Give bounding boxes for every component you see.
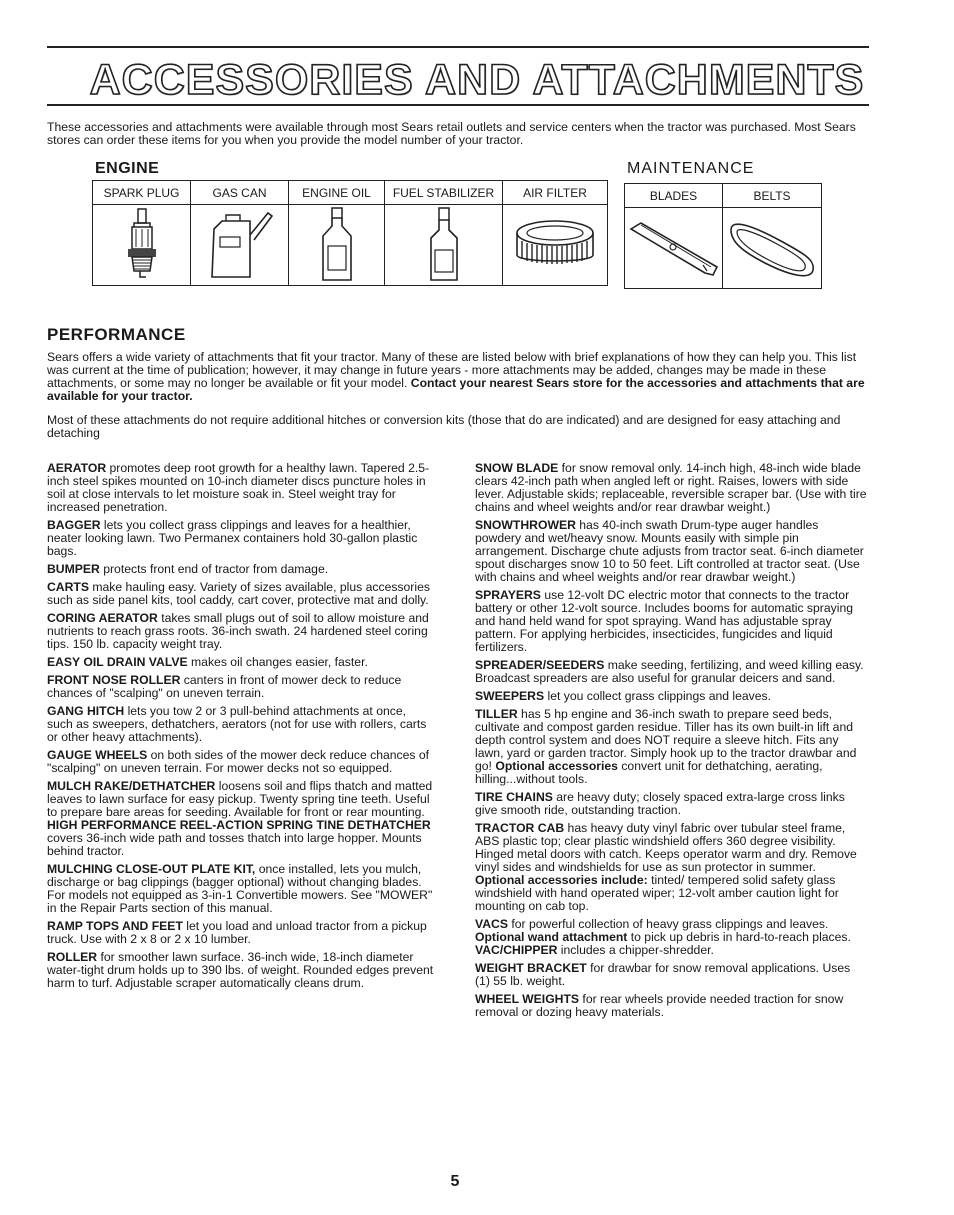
gas-can-icon bbox=[200, 207, 280, 283]
entry-term: SPRAYERS bbox=[475, 588, 541, 602]
entry-term: AERATOR bbox=[47, 461, 107, 475]
header-rule-bottom bbox=[47, 104, 869, 106]
entry-text: make seeding, fertilizing, and weed killing easy. Broadcast spreaders are also useful for granular deicers and sand. bbox=[475, 658, 864, 685]
entry-text: protects front end of tractor from damage. bbox=[99, 562, 329, 576]
entry-term: SPREADER/SEEDERS bbox=[475, 658, 605, 672]
spark-plug-cell bbox=[93, 205, 191, 285]
page-title: ACCESSORIES AND ATTACHMENTS bbox=[89, 56, 865, 104]
entry-ramp-tops-and-feet bbox=[47, 920, 434, 946]
entry-text: let you collect grass clippings and leaves. bbox=[544, 689, 772, 703]
entry-term: BUMPER bbox=[47, 562, 100, 576]
entry-tiller bbox=[475, 708, 867, 786]
fuel-stabilizer-cell bbox=[385, 205, 503, 285]
performance-heading: PERFORMANCE bbox=[47, 325, 186, 344]
performance-paragraph-1-bold: Contact your nearest Sears store for the accessories and attachments that are available for your tractor. bbox=[47, 376, 865, 403]
air-filter-icon bbox=[510, 213, 600, 277]
gas-can-cell bbox=[191, 205, 289, 285]
engine-picture-row bbox=[93, 205, 607, 285]
entry-term: CARTS bbox=[47, 580, 89, 594]
entry-text: lets you tow 2 or 3 pull-behind attachments at once, such as sweepers, dethatchers, aerators (not for use with rollers, carts or other heavy attachments). bbox=[47, 704, 427, 744]
entry-text: takes small plugs out of soil to allow moisture and nutrients to reach grass roots. 36-inch swath. 24 hardened steel coring tips. 150 lb. capacity weight tray. bbox=[47, 611, 429, 651]
entry-snow-blade bbox=[475, 462, 867, 514]
performance-paragraph-1 bbox=[47, 351, 869, 403]
entry-text: loosens soil and flips thatch and matted leaves to lawn surface for easy pickup. Twenty spring tine teeth. Useful to prepare bare areas for seeding. Available for front or rear mounting. bbox=[47, 779, 433, 819]
entry-mulching-close-out-plate-kit bbox=[47, 863, 434, 915]
entry-roller bbox=[47, 951, 434, 990]
engine-table bbox=[92, 180, 608, 286]
right-column bbox=[475, 462, 867, 1024]
entry-term: FRONT NOSE ROLLER bbox=[47, 673, 181, 687]
entry-term: TIRE CHAINS bbox=[475, 790, 553, 804]
entry-text: tinted/ tempered solid safety glass windshield with hand operated wiper; 12-volt amber caution light for mounting on cab top. bbox=[475, 873, 839, 913]
entry-gauge-wheels bbox=[47, 749, 434, 775]
entry-term: GANG HITCH bbox=[47, 704, 125, 718]
entry-term: VAC/CHIPPER bbox=[475, 943, 558, 957]
engine-label-engine-oil: ENGINE OIL bbox=[289, 181, 385, 205]
page-number: 5 bbox=[450, 1173, 460, 1190]
oil-bottle-icon bbox=[317, 206, 357, 284]
engine-label-spark-plug: SPARK PLUG bbox=[93, 181, 191, 205]
engine-label-gas-can: GAS CAN bbox=[191, 181, 289, 205]
entry-easy-oil-drain-valve bbox=[47, 656, 434, 669]
blade-icon bbox=[627, 213, 721, 283]
entry-term: WHEEL WEIGHTS bbox=[475, 992, 580, 1006]
blades-cell bbox=[625, 208, 723, 288]
entry-text: are heavy duty; closely spaced extra-large cross links give smooth ride, outstanding traction. bbox=[475, 790, 845, 817]
engine-oil-cell bbox=[289, 205, 385, 285]
engine-heading: ENGINE bbox=[95, 160, 160, 177]
entry-coring-aerator bbox=[47, 612, 434, 651]
entry-text: once installed, lets you mulch, discharge or bag clippings (bagger optional) without changing blades. For models not equipped as 3-in-1 Convertible mowers. See "MOWER" in the Repair Parts section of this manual. bbox=[47, 862, 433, 915]
entry-weight-bracket bbox=[475, 962, 867, 988]
maintenance-label-row bbox=[625, 184, 821, 208]
header-rule-top bbox=[47, 46, 869, 48]
entry-tire-chains bbox=[475, 791, 867, 817]
entry-text: makes oil changes easier, faster. bbox=[187, 655, 368, 669]
entry-term: TRACTOR CAB bbox=[475, 821, 565, 835]
entry-term: RAMP TOPS AND FEET bbox=[47, 919, 183, 933]
entry-mulch-rake-dethatcher bbox=[47, 780, 434, 858]
maintenance-table bbox=[624, 183, 822, 289]
entry-gang-hitch bbox=[47, 705, 434, 744]
entry-text: use 12-volt DC electric motor that connects to the tractor battery or other 12-volt source. Includes booms for automatic spraying and hand held wand for spot spraying. Wand has adjustable spray pattern. For applying herbicides, insecticides, fungicides and liquid fertilizers. bbox=[475, 588, 853, 654]
entry-carts bbox=[47, 581, 434, 607]
entry-term: VACS bbox=[475, 917, 508, 931]
entry-bagger bbox=[47, 519, 434, 558]
entry-term: TILLER bbox=[475, 707, 518, 721]
belts-cell bbox=[723, 208, 821, 288]
entry-text: for smoother lawn surface. 36-inch wide, 18-inch diameter water-tight drum holds up to 390 lbs. of weight. Rounded edges prevent harm to turf. Adjustable scraper automatically cleans drum. bbox=[47, 950, 434, 990]
engine-label-air-filter: AIR FILTER bbox=[503, 181, 607, 205]
entry-text: promotes deep root growth for a healthy lawn. Tapered 2.5-inch steel spikes mounted on 10-inch diameter discs puncture holes in soil at close intervals to let moisture soak in. Steel weight tray for increased penetration. bbox=[47, 461, 430, 514]
entry-term: MULCHING CLOSE-OUT PLATE KIT, bbox=[47, 862, 256, 876]
entry-snowthrower bbox=[475, 519, 867, 584]
maintenance-picture-row bbox=[625, 208, 821, 288]
entry-term: SWEEPERS bbox=[475, 689, 545, 703]
entry-term: WEIGHT BRACKET bbox=[475, 961, 587, 975]
belt-icon bbox=[725, 216, 819, 280]
entry-term: Optional accessories bbox=[491, 759, 618, 773]
intro-paragraph: These accessories and attachments were available through most Sears retail outlets and service centers when the tractor was purchased. Most Sears stores can order these items for you when you provide the model number of your tractor. bbox=[47, 120, 856, 147]
entry-term: HIGH PERFORMANCE REEL-ACTION SPRING TINE DETHATCHER bbox=[47, 818, 431, 832]
entry-front-nose-roller bbox=[47, 674, 434, 700]
left-column bbox=[47, 462, 434, 995]
entry-text: make hauling easy. Variety of sizes available, plus accessories such as side panel kits, tool caddy, cart cover, protective mat and dolly. bbox=[47, 580, 430, 607]
entry-text: for drawbar for snow removal applications. Uses (1) 55 lb. weight. bbox=[475, 961, 851, 988]
entry-text: has 40-inch swath Drum-type auger handles powdery and wet/heavy snow. Mounts easily with simple pin arrangement. Discharge chute adjusts from tractor seat. 6-inch diameter spout discharges snow 10 to 50 feet. Lift controlled at tractor seat. (Use with chains and wheel weights and/or rear drawbar weight.) bbox=[475, 518, 864, 584]
entry-term: CORING AERATOR bbox=[47, 611, 158, 625]
entry-tractor-cab bbox=[475, 822, 867, 913]
entry-aerator bbox=[47, 462, 434, 514]
entry-term: EASY OIL DRAIN VALVE bbox=[47, 655, 188, 669]
entry-bumper bbox=[47, 563, 434, 576]
entry-term: Optional wand attachment bbox=[475, 930, 628, 944]
entry-text: let you load and unload tractor from a pickup truck. Use with 2 x 8 or 2 x 10 lumber. bbox=[47, 919, 427, 946]
entry-text: canters in front of mower deck to reduce chances of "scalping" on uneven terrain. bbox=[47, 673, 402, 700]
air-filter-cell bbox=[503, 205, 607, 285]
entry-text: to pick up debris in hard-to-reach places. bbox=[627, 930, 851, 944]
entry-text: has heavy duty vinyl fabric over tubular steel frame, ABS plastic top; clear plastic windshield offers 360 degree visibility. Hinged metal doors with catch. Keeps operator warm and dry. Remove vinyl sides and windshields for use as sun protector in summer. bbox=[475, 821, 857, 874]
entry-term: Optional accessories include: bbox=[475, 873, 648, 887]
engine-label-row bbox=[93, 181, 607, 205]
entry-sweepers bbox=[475, 690, 867, 703]
entry-term: SNOWTHROWER bbox=[475, 518, 576, 532]
entry-text: for rear wheels provide needed traction for snow removal or dozing heavy materials. bbox=[475, 992, 844, 1019]
entry-text: for powerful collection of heavy grass clippings and leaves. bbox=[507, 917, 829, 931]
engine-label-fuel-stabilizer: FUEL STABILIZER bbox=[385, 181, 503, 205]
entry-vacs bbox=[475, 918, 867, 957]
maintenance-heading: MAINTENANCE bbox=[627, 160, 755, 177]
entry-text: covers 36-inch wide path and tosses thatch into large hopper. Mounts behind tractor. bbox=[47, 831, 422, 858]
entry-term: ROLLER bbox=[47, 950, 98, 964]
performance-paragraph-1-text: Sears offers a wide variety of attachments that fit your tractor. Many of these are listed below with brief explanations of how they can help you. This list was current at the time of publication; however, it may change in future years - more attachments may be added, changes may be made in these attachments, or some may no longer be available or fit your model. bbox=[47, 350, 857, 390]
maintenance-label-belts: BELTS bbox=[723, 184, 821, 208]
entry-text: for snow removal only. 14-inch high, 48-inch wide blade clears 42-inch path when angled left or right. Raises, lowers with side lever. Adjustable skids; replaceable, reversible scraper bar. (Use with tire chains and wheel weights and/or rear drawbar weight.) bbox=[475, 461, 867, 514]
entry-text: has 5 hp engine and 36-inch swath to prepare seed beds, cultivate and compost garden residue. Tiller has its own built-in lift and depth control system and does NOT require a sleeve hitch. Fits any lawn, yard or garden tractor. Simply hook up to the tractor drawbar and go! bbox=[475, 707, 857, 773]
entry-text: on both sides of the mower deck reduce chances of "scalping" on uneven terrain. For mower decks not so equipped. bbox=[47, 748, 430, 775]
entry-spreader-seeders bbox=[475, 659, 867, 685]
entry-term: BAGGER bbox=[47, 518, 101, 532]
entry-text: includes a chipper-shredder. bbox=[557, 943, 714, 957]
entry-term: MULCH RAKE/DETHATCHER bbox=[47, 779, 216, 793]
entry-sprayers bbox=[475, 589, 867, 654]
stabilizer-bottle-icon bbox=[424, 206, 464, 284]
entry-wheel-weights bbox=[475, 993, 867, 1019]
performance-paragraph-2: Most of these attachments do not require additional hitches or conversion kits (those that do are indicated) and are designed for easy attaching and detaching bbox=[47, 413, 841, 440]
entry-term: GAUGE WHEELS bbox=[47, 748, 148, 762]
entry-text: convert unit for dethatching, aerating, hilling...without tools. bbox=[475, 759, 823, 786]
entry-term: SNOW BLADE bbox=[475, 461, 559, 475]
maintenance-label-blades: BLADES bbox=[625, 184, 723, 208]
entry-text: lets you collect grass clippings and leaves for a healthier, neater looking lawn. Two Permanex containers hold 30-gallon plastic bags. bbox=[47, 518, 418, 558]
spark-plug-icon bbox=[122, 207, 162, 283]
